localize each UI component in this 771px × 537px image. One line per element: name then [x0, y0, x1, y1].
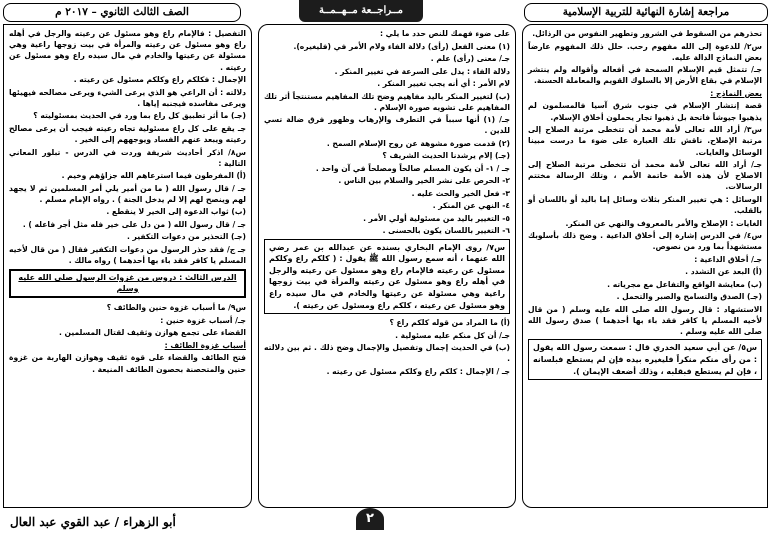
paragraph: ٦- التغيير باللسان يكون بالحسنى .: [382, 226, 510, 236]
paragraph: (جـ) ما أثر تطبيق كل راع بما ورد في الحديث بمسئوليته ؟: [33, 111, 246, 121]
author-signature: أبو الزهراء / عبد القوي عبد العال: [10, 515, 176, 529]
paragraph: س٤/ في الدرس إشارة إلى أخلاق الداعية . وضح ذلك بأسلوبك مستشهداً بما ورد من نصوص.: [528, 231, 762, 252]
paragraph: الاستشهاد : قال رسول الله صلى الله عليه وسلم ( من قال لأخيه المسلم يا كافر فقد باء بها أحدهما ) صدق رسول الله صلى الله عليه وسلم .: [528, 304, 762, 337]
paragraph: (١) معنى الفعل (رأى) دلالة الفاء ولام الأمر في (فليغيره).: [293, 41, 510, 51]
paragraph: س٣/ أراد الله تعالى لأمة محمد أن تتخطى مرتبة الصلاح إلى مرتبة الإصلاح. ناقش تلك العبارة على ضوء ما درست مبينا الوسائل والغايات.: [528, 125, 762, 157]
paragraph: س٢/ للدعوة إلى الله مفهوم رحب. حلل ذلك المفهوم عارضاً بعض النماذج الدالة عليه.: [528, 41, 762, 62]
paragraph: (أ) البعد عن التشدد .: [685, 267, 762, 277]
paragraph: الوسائل : هي تغيير المنكر بثلاث وسائل إما باليد أو باللسان أو بالقلب.: [528, 194, 762, 216]
paragraph: (جـ) التحذير من دعوات التكفير .: [127, 232, 246, 242]
paragraph: دلالة الفاء : يدل على السرعة في تغيير المنكر .: [334, 66, 510, 76]
paragraph: جـ / قال رسول الله ( ما من أمير يلي أمر المسلمين ثم لا يجهد لهم وينصح لهم إلا لم يدخل الجنة ) . رواه الإمام مسلم .: [9, 183, 246, 204]
paragraph: جـ/ تتمثل قيم الإسلام السمحة في أفعاله وأقواله ولم ينتشر الإسلام في بقاع الأرض إلا بالسلوك القويم والمعاملة الحسنة.: [528, 65, 762, 86]
right-column: [522, 24, 768, 508]
paragraph: جـ / ١- أن يكون المسلم صالحاً ومصلحاً في آن واحد .: [315, 163, 510, 173]
paragraph: التفصيل : فالإمام راع وهو مسئول عن رعيته والرجل في أهله راع وهو مسئول عن رعيته والمرأة في بيت زوجها راعية وهي مسئولة عن رعيتها والخادم في مال سيده راع وهو مسئول عن رعيته .: [9, 29, 246, 72]
paragraph: ٣- فعل الخير والحث عليه .: [411, 188, 510, 198]
paragraph: فتح الطائف والقضاء على قوة ثقيف وهوازن الهاربة من غزوة حنين والمتحصنة بحصون الطائف المنيعة .: [9, 353, 246, 374]
paragraph: (أ) المفرطون فيما استرعاهم الله جزاؤهم وخيم .: [61, 171, 246, 181]
paragraph: (ب) ثواب الدعوة إلى الخير لا ينقطع .: [106, 207, 246, 217]
paragraph: الإجمال : فكلكم راع وكلكم مسئول عن رعيته .: [73, 75, 246, 85]
paragraph: جـ/ أن كل منكم عليه مسئولية .: [395, 330, 510, 340]
paragraph: بعض النماذج :: [710, 88, 762, 98]
header-logo: مــراجــعة مــهــمــة: [299, 0, 423, 22]
paragraph: تحذرهم من السقوط في الشرور وتطهير النفوس من الرذائل.: [532, 29, 762, 38]
paragraph: جـ/ معنى (رأى) علم .: [430, 54, 510, 63]
paragraph: ٥- التغيير باليد من مسئولية أولي الأمر .: [363, 213, 510, 223]
header-right-title: مراجعة إشارة النهائية للتربية الإسلامية: [524, 3, 768, 22]
paragraph: جـ / قال رسول الله ( من دل على خير فله مثل أجر فاعله ) .: [22, 219, 246, 229]
paragraph: (جـ) الصدق والتسامح والصبر والتحمل .: [616, 292, 762, 302]
paragraph: (أ) ما المراد من قوله كلكم راع ؟: [389, 318, 510, 328]
middle-column-top-paragraphs: [264, 28, 510, 237]
lesson-title-callout: الدرس الثالث : دروس من غزوات الرسول صلى الله عليه وسلم: [9, 269, 246, 298]
right-column-paragraphs: [528, 28, 762, 337]
paragraph: جـ/ (١) أنها سبباً في التطرف والإرهاب وظهور فرق ضالة تسي للدين .: [264, 115, 510, 136]
paragraph: على ضوء فهمك للنص حدد ما يلي :: [380, 29, 510, 38]
paragraph: (٢) قدمت صورة مشوهة عن روح الإسلام السمح .: [326, 138, 510, 148]
hadith-box-right: س٥/ عن أبي سعيد الخدري قال : سمعت رسول الله يقول : من رأى منكم منكراً فليغيره بيده فإن لم يستطع فبلسانه ، فإن لم يستطع فبقلبه ، وذلك أضعف الإيمان ).: [528, 339, 762, 380]
paragraph: ٢- الحرص على نشر الخير والسلام بين الناس .: [338, 176, 510, 186]
paragraph: لام الأمر : أي أنه يجب تغيير المنكر .: [377, 79, 510, 88]
paragraph: أسباب غزوة الطائف :: [164, 340, 246, 350]
paragraph: س٩/ ما أسباب غزوة حنين والطائف ؟: [106, 303, 246, 313]
paragraph: جـ/ أخلاق الداعية :: [694, 254, 762, 264]
paragraph: (ب) لتغيير المنكر باليد مفاهيم وضح تلك المفاهيم مستنتجاً أثر تلك المفاهيم على تشويه صورة الإسلام .: [264, 91, 510, 112]
paragraph: ٤- النهي عن المنكر .: [432, 201, 510, 211]
header-left-title: الصف الثالث الثانوي – ٢٠١٧ م: [3, 3, 241, 22]
left-column-bottom-paragraphs: [9, 302, 246, 374]
left-column-top-paragraphs: [9, 28, 246, 266]
left-column: [3, 24, 252, 508]
paragraph: جـ/ أراد الله تعالى لأمة محمد أن تتخطى مرتبة الصلاح إلى الاصلاح لأن هذه الأمة خاتمة الأمم ، وتلك الرسالة مختتم الرسالات.: [528, 160, 762, 192]
paragraph: دلالته : أن الراعي هو الذي يرعى الشيء ويرعى مصالحه فيهيئها ويرعى مفاسده فيجنبه إياها .: [9, 87, 246, 108]
paragraph: الغايات : الإصلاح والأمر بالمعروف والنهي عن المنكر.: [565, 218, 762, 228]
paragraph: القضاء على تجمع هوازن وثقيف لقتال المسلمين .: [58, 328, 246, 338]
paragraph: (ب) معايشة الواقع والتفاعل مع مجرياته .: [607, 279, 762, 289]
middle-column-bottom-paragraphs: [264, 317, 510, 377]
middle-column: [258, 24, 516, 508]
hadith-box-middle: س٧/ روى الإمام البخاري بسنده عن عبدالله بن عمر رضي الله عنهما ، أنه سمع رسول الله ﷺ يقول : ( كلكم راع وكلكم مسئول عن رعيته فالإمام راع وهو مسئول عن رعيته والرجل في أهله راع وهو مسئول عن رعيته والمرأة في بيت زوجها راعية وهي مسئولة عن رعيتها والخادم في مال سيده راع وهو مسئول عن رعيته ، كلكم راع ومسئول عن رعيته ).: [264, 239, 510, 315]
paragraph: قصة إنتشار الإسلام في جنوب شرق آسيا فالمسلمون لم يذهبوا جيوشاً فاتحة بل ذهبوا تجار يحملون أخلاق الإسلام.: [528, 101, 762, 122]
paragraph: جـ يقع على كل راع مسئولية تجاه رعيته فيجب أن يرعى مصالح رعيته ويبعد عنهم الفساد ويوجههم إلى الخير .: [9, 123, 246, 145]
page-number: ٢: [356, 508, 384, 530]
paragraph: (جـ) إلام يرشدنا الحديث الشريف ؟: [382, 151, 510, 161]
paragraph: جـ/ أسباب غزوة حنين :: [160, 315, 246, 325]
paragraph: س٨/ اذكر أحاديث شريفة وردت في الدرس - تبلور المعاني التالية :: [9, 147, 246, 168]
paragraph: جـ ج/ فقد حذر الرسول من دعوات التكفير فقال ( من قال لأخيه المسلم يا كافر فقد باء بها أحدهما ) رواه مالك .: [9, 244, 246, 266]
paragraph: (ب) في الحديث إجمال وتفصيل والإجمال وضح ذلك . ثم بين دلالته .: [264, 343, 510, 364]
paragraph: جـ / الإجمال : كلكم راع وكلكم مسئول عن رعيته .: [326, 366, 510, 376]
